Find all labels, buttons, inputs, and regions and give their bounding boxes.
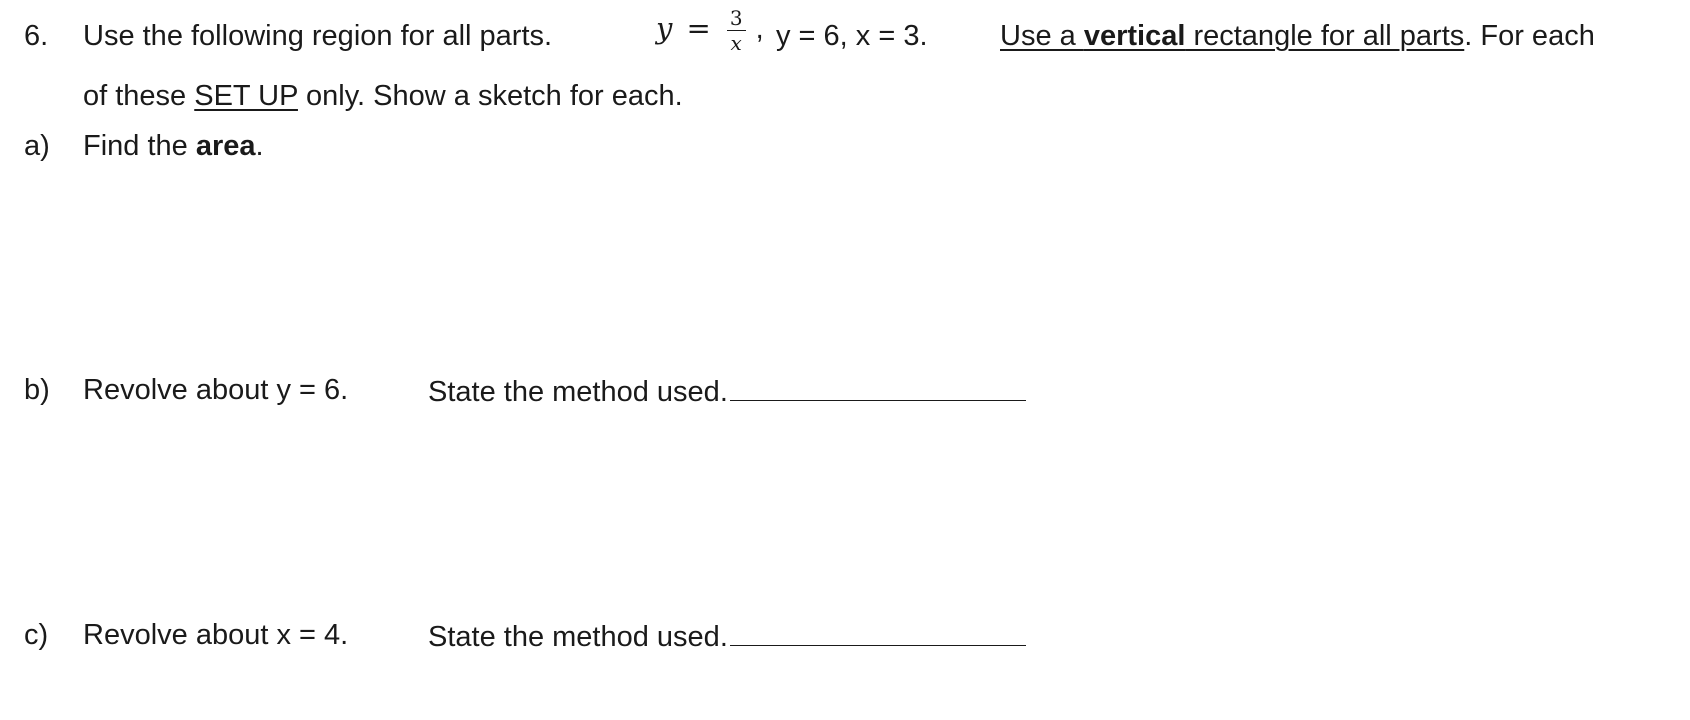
instruction-underlined (1000, 20, 1464, 52)
part-a-bold: area (195, 130, 256, 162)
part-b-text: Revolve about y = 6. (83, 374, 349, 406)
part-a-prefix: Find the (83, 130, 196, 162)
instruction-period: . For each (1464, 20, 1595, 52)
part-b-method-group (428, 372, 1026, 410)
part-b (0, 372, 1690, 412)
line2-suffix: only. Show a sketch for each. (297, 80, 683, 112)
instruction (1000, 18, 1595, 54)
part-b-label: b) (24, 374, 50, 406)
question-number: 6. (24, 20, 49, 52)
part-c-label: c) (24, 619, 49, 651)
eq-equals: = (686, 11, 711, 46)
eq-numerator: 3 (727, 8, 746, 31)
line2-setup: SET UP (194, 80, 298, 112)
part-a-text (83, 128, 264, 164)
eq-rest: y = 6, x = 3. (776, 20, 928, 52)
question-line-2-text (83, 78, 683, 114)
line2-prefix: of these (83, 80, 195, 112)
part-b-method: State the method used. (428, 376, 728, 408)
part-a (0, 128, 1690, 168)
part-b-answer-blank[interactable] (730, 372, 1026, 401)
region-equation (656, 8, 764, 53)
question-line-2 (0, 78, 1690, 118)
part-a-suffix: . (255, 130, 264, 162)
instruction-bold: vertical (1083, 20, 1186, 52)
part-c-method-group (428, 617, 1026, 655)
question-line-1 (0, 6, 1690, 58)
part-a-label: a) (24, 130, 50, 162)
part-c-answer-blank[interactable] (730, 617, 1026, 646)
part-c-method: State the method used. (428, 621, 728, 653)
instruction-prefix: Use a (1000, 20, 1084, 52)
eq-comma: , (755, 13, 764, 46)
part-c-text: Revolve about x = 4. (83, 619, 349, 651)
eq-fraction (727, 8, 746, 53)
part-c (0, 617, 1690, 657)
question-intro: Use the following region for all parts. (83, 20, 553, 52)
instruction-suffix: rectangle for all parts (1185, 20, 1465, 52)
eq-y: y (656, 11, 673, 46)
eq-denominator: x (730, 31, 742, 55)
